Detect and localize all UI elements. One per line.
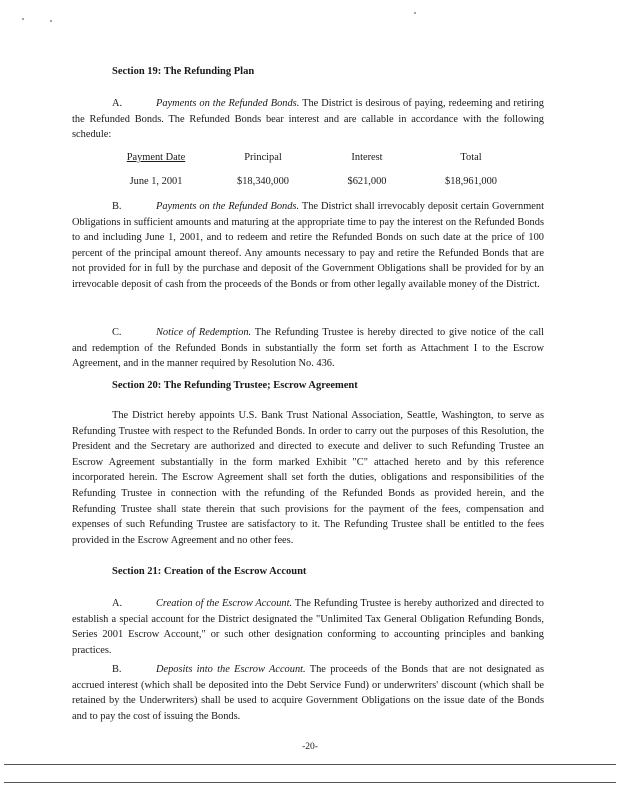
column-header-interest: Interest: [351, 152, 383, 163]
refunding-schedule-table: [72, 152, 544, 192]
section-19-paragraph-c: [72, 325, 544, 372]
table-cell-interest: $621,000: [347, 176, 387, 187]
table-cell-payment-date: June 1, 2001: [129, 176, 183, 187]
paragraph-title: Deposits into the Escrow Account.: [156, 664, 306, 675]
paragraph-body: The proceeds of the Bonds that are not designated as accrued interest (which shall be deposited into the Debt Service Fund) or underwriters' discount (which shall be retained by the Underwriters) shall be used to acquire Government Obligations on the issue date of the Bonds and to pay the cost of issuing the Bonds.: [72, 664, 544, 722]
section-21-paragraph-a: [72, 596, 544, 658]
paragraph-title: Notice of Redemption.: [156, 327, 252, 338]
column-header-total: Total: [460, 152, 482, 163]
section-19-paragraph-a: [72, 96, 544, 143]
scan-speck: [22, 18, 24, 20]
column-header-principal: Principal: [244, 152, 282, 163]
section-21-heading: Section 21: Creation of the Escrow Account: [112, 566, 307, 577]
paragraph-label: B.: [112, 201, 122, 212]
paragraph-label: A.: [112, 598, 123, 609]
column-header-payment-date: Payment Date: [126, 152, 186, 163]
section-20-paragraph: The District hereby appoints U.S. Bank Trust National Association, Seattle, Washington, to serve as Refunding Trustee with respect to the Refunded Bonds. In order to carry out the purposes of this Resolution, the President and the Secretary are authorized and directed to execute and deliver to such Refunding Trustee an Escrow Agreement substantially in the form marked Exhibit "C" attached hereto and by this reference incorporated herein. The Escrow Agreement shall set forth the duties, obligations and responsibilities of the Refunding Trustee in connection with the refunding of the Refunded Bonds as provided herein, and the Refunding Trustee shall state therein that such provisions for the payment of the fees, compensation and expenses of such Refunding Trustee are satisfactory to it. The Refunding Trustee shall be entitled to the fees provided in the Escrow Agreement and no other fees.: [72, 410, 544, 546]
paragraph-label: B.: [112, 664, 122, 675]
paragraph-title: Creation of the Escrow Account.: [156, 598, 293, 609]
paragraph-title: Payments on the Refunded Bonds.: [156, 98, 300, 109]
footer-rule: [4, 782, 616, 783]
table-cell-principal: $18,340,000: [237, 176, 289, 187]
paragraph-body: The District is desirous of paying, redeeming and retiring the Refunded Bonds. The Refunded Bonds bear interest and are callable in accordance with the following schedule:: [72, 98, 545, 141]
paragraph-label: C.: [112, 327, 122, 338]
section-20-heading: Section 20: The Refunding Trustee; Escrow Agreement: [112, 380, 358, 391]
paragraph-label: A.: [112, 98, 123, 109]
section-21-paragraph-b: [72, 662, 544, 724]
table-cell-total: $18,961,000: [445, 176, 497, 187]
scan-speck: [414, 12, 416, 14]
paragraph-title: Payments on the Refunded Bonds.: [156, 201, 300, 212]
footer-rule: [4, 764, 616, 765]
paragraph-body: The Refunding Trustee is hereby directed to give notice of the call and redemption of the Refunded Bonds in substantially the form set forth as Attachment I to the Escrow Agreement, and in the manner required by Resolution No. 436.: [72, 327, 544, 370]
scan-speck: [50, 20, 52, 22]
page-number: -20-: [302, 742, 318, 752]
paragraph-body: The Refunding Trustee is hereby authorized and directed to establish a special account for the District designated the "Unlimited Tax General Obligation Refunding Bonds, Series 2001 Escrow Account," or such other designation conforming to accounting principles and banking practices.: [72, 598, 544, 656]
paragraph-body: The District shall irrevocably deposit certain Government Obligations in sufficient amounts and maturing at the appropriate time to pay the interest on the Refunded Bonds to and including June 1, 2001, and to redeem and retire the Refunded Bonds on such date at the price of 100 percent of the principal amount thereof. Any amounts necessary to pay and retire the Refunded Bonds that are not provided for in full by the purchase and deposit of the Government Obligations shall be provided for by an irrevocable deposit of cash from the proceeds of the Bonds or from other legally available money of the District.: [72, 201, 544, 290]
section-19-heading: Section 19: The Refunding Plan: [112, 66, 255, 77]
section-19-paragraph-b: [72, 199, 544, 293]
